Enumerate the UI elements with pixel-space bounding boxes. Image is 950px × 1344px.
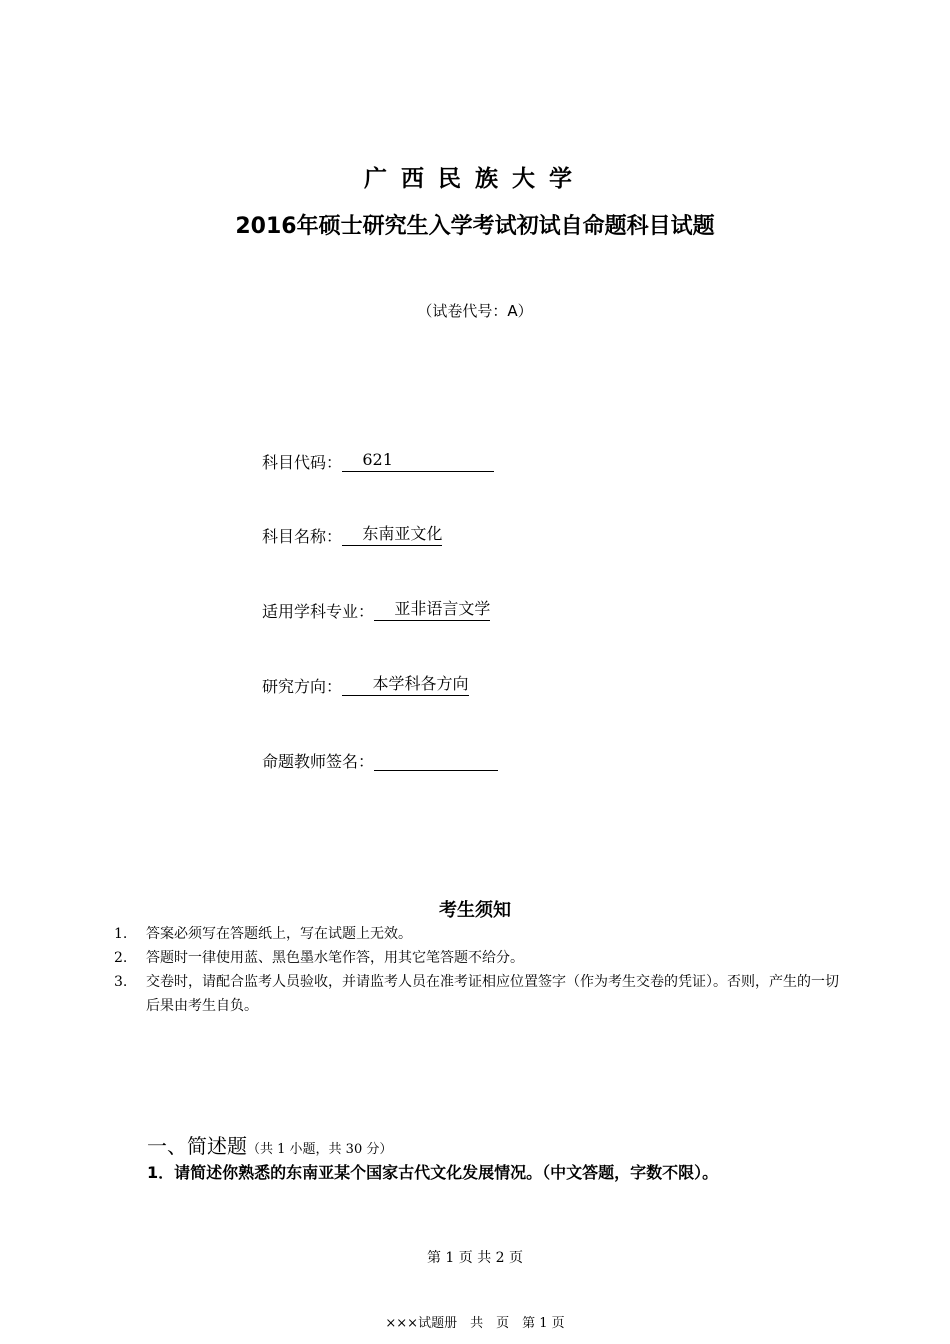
notice-item-text: 答题时一律使用蓝、黑色墨水笔作答，用其它笔答题不给分。 (146, 950, 524, 966)
major-label: 适用学科专业： (262, 602, 375, 621)
question-1: 1．请简述你熟悉的东南亚某个国家古代文化发展情况。（中文答题，字数不限）。 (147, 1163, 719, 1182)
section-note: （共 1 小题，共 30 分） (247, 1142, 393, 1157)
notice-item-number: 2. (114, 950, 128, 966)
booklet-footer: ×××试题册 共 页 第 1 页 (385, 1316, 565, 1331)
exam-title: 2016年硕士研究生入学考试初试自命题科目试题 (235, 214, 715, 239)
teacher-signature-line (374, 750, 498, 771)
major-field (262, 600, 490, 624)
notice-item (0, 946, 950, 970)
section-heading (147, 1130, 392, 1159)
subject-code-field (262, 451, 494, 475)
subject-code-value: 621 (342, 451, 494, 472)
notice-item (0, 922, 950, 946)
notice-item-text: 交卷时，请配合监考人员验收，并请监考人员在准考证相应位置签字（作为考生交卷的凭证）。否则，产生的一切后果由考生自负。 (146, 974, 839, 1014)
page-number: 第 1 页 共 2 页 (426, 1250, 524, 1266)
subject-name-value: 东南亚文化 (342, 525, 442, 546)
notice-title: 考生须知 (439, 900, 511, 921)
teacher-signature-field (262, 750, 498, 774)
subject-code-label: 科目代码： (262, 453, 343, 472)
major-value: 亚非语言文学 (374, 600, 490, 621)
notice-item (0, 970, 950, 1018)
notice-item-text: 答案必须写在答题纸上，写在试题上无效。 (146, 926, 412, 942)
notice-item-number: 1. (114, 926, 128, 942)
paper-code: （试卷代号：A） (417, 302, 533, 320)
university-name: 广西民族大学 (364, 166, 586, 192)
research-direction-field (262, 675, 469, 699)
subject-name-label: 科目名称： (262, 527, 343, 546)
section-title: 一、简述题 (147, 1134, 247, 1158)
teacher-signature-label: 命题教师签名： (262, 752, 375, 771)
research-direction-label: 研究方向： (262, 677, 343, 696)
research-direction-value: 本学科各方向 (342, 675, 469, 696)
notice-item-number: 3. (114, 974, 128, 990)
subject-name-field (262, 525, 442, 549)
